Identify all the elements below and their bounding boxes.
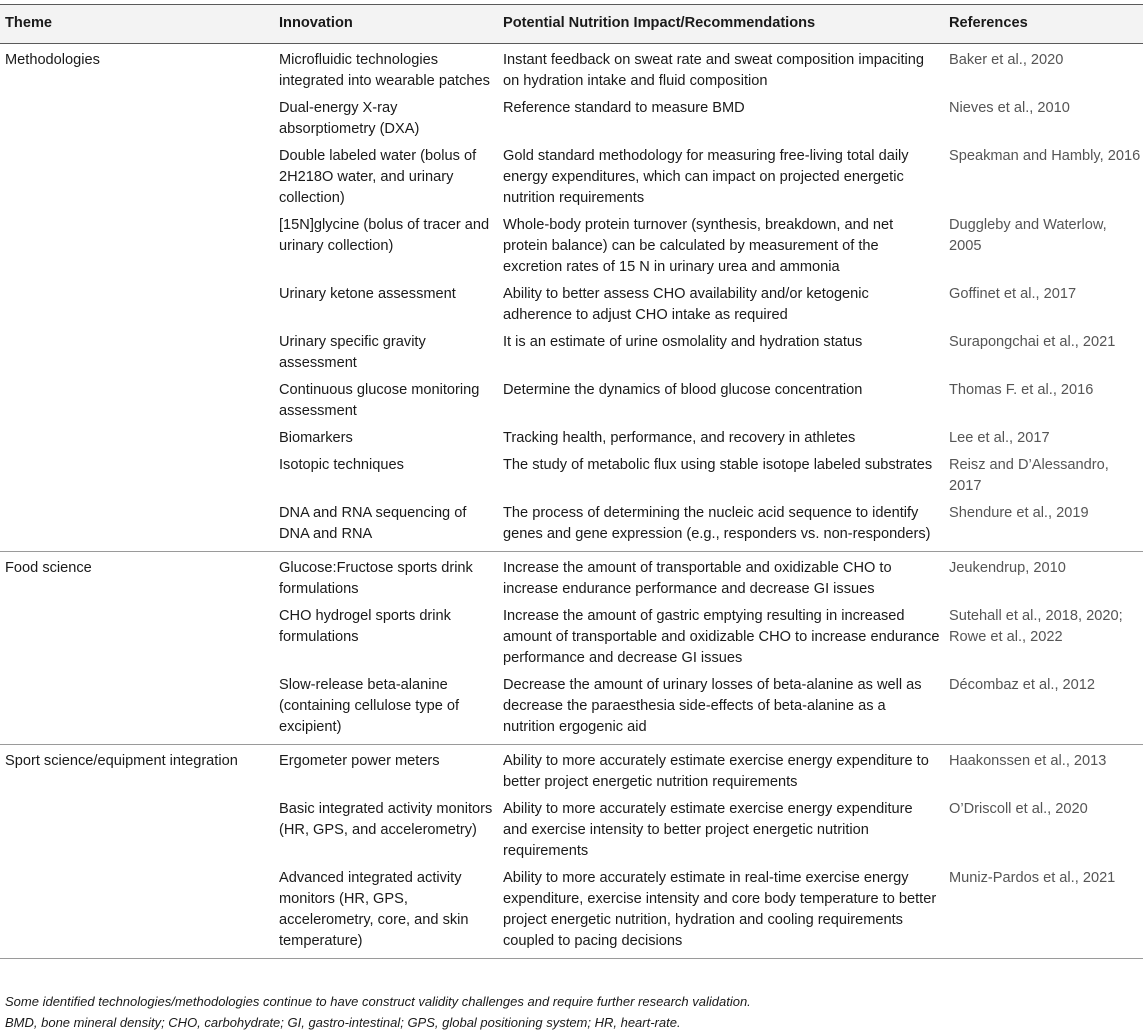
theme-cell: Sport science/equipment integration xyxy=(0,745,279,797)
impact-cell: Determine the dynamics of blood glucose concentration xyxy=(503,382,863,398)
innovation-cell: Biomarkers xyxy=(279,430,353,446)
impact-cell: The study of metabolic flux using stable isotope labeled substrates xyxy=(503,457,933,473)
header-innovation: Innovation xyxy=(279,5,503,44)
reference-cell: Speakman and Hambly, 2016 xyxy=(949,148,1141,164)
footnote-abbreviations: BMD, bone mineral density; CHO, carbohydrate; GI, gastro-intestinal; GPS, global positioning system; HR, heart-rate. xyxy=(5,1014,681,1030)
impact-cell: Ability to more accurately estimate in real-time exercise energy expenditure, exercise intensity and core body temperature to better project energetic nutrition, hydration and cooling requirements coupled to pacing decisions xyxy=(503,865,949,959)
table-row xyxy=(0,212,1143,281)
table-row xyxy=(0,500,1143,552)
innovation-cell: [15N]glycine (bolus of tracer and urinary collection) xyxy=(279,217,490,254)
table-row xyxy=(0,796,1143,865)
theme-cell xyxy=(0,95,279,143)
theme-cell xyxy=(0,500,279,552)
innovation-cell: Slow-release beta-alanine (containing cellulose type of excipient) xyxy=(279,677,460,735)
table-row xyxy=(0,552,1143,604)
header-impact: Potential Nutrition Impact/Recommendations xyxy=(503,5,949,44)
reference-cell: Surapongchai et al., 2021 xyxy=(949,334,1116,350)
reference-cell: Sutehall et al., 2018, 2020; Rowe et al., 2022 xyxy=(949,608,1123,645)
reference-cell: Duggleby and Waterlow, 2005 xyxy=(949,217,1107,254)
innovation-cell: Microfluidic technologies integrated into wearable patches xyxy=(279,52,490,89)
table-row xyxy=(0,425,1143,452)
reference-cell: Goffinet et al., 2017 xyxy=(949,286,1077,302)
table-row xyxy=(0,603,1143,672)
reference-cell: Baker et al., 2020 xyxy=(949,52,1064,68)
innovation-cell: Glucose:Fructose sports drink formulations xyxy=(279,552,503,604)
reference-cell: Décombaz et al., 2012 xyxy=(949,677,1096,693)
theme-cell xyxy=(0,329,279,377)
impact-cell: Decrease the amount of urinary losses of beta-alanine as well as decrease the paraesthesia side-effects of beta-alanine as a nutrition ergogenic aid xyxy=(503,677,922,735)
table-row xyxy=(0,672,1143,745)
impact-cell: Gold standard methodology for measuring free-living total daily energy expenditures, which can impact on projected energetic nutrition requirements xyxy=(503,148,909,206)
nutrition-innovation-table xyxy=(0,4,1143,959)
reference-cell: Muniz-Pardos et al., 2021 xyxy=(949,865,1143,959)
innovation-cell: Urinary specific gravity assessment xyxy=(279,334,426,371)
impact-cell: Ability to more accurately estimate exercise energy expenditure to better project energetic nutrition requirements xyxy=(503,745,949,797)
reference-cell: Shendure et al., 2019 xyxy=(949,505,1089,521)
theme-cell xyxy=(0,425,279,452)
reference-cell: Nieves et al., 2010 xyxy=(949,100,1070,116)
reference-cell: Lee et al., 2017 xyxy=(949,430,1050,446)
table-header xyxy=(0,5,1143,44)
innovation-cell: Advanced integrated activity monitors (HR, GPS, accelerometry, core, and skin temperature) xyxy=(279,865,503,959)
theme-cell: Food science xyxy=(0,552,279,604)
reference-cell: Haakonssen et al., 2013 xyxy=(949,745,1143,797)
theme-cell xyxy=(0,377,279,425)
impact-cell: Ability to better assess CHO availability and/or ketogenic adherence to adjust CHO intake as required xyxy=(503,286,869,323)
header-row xyxy=(0,5,1143,44)
theme-cell xyxy=(0,672,279,745)
innovation-cell: Continuous glucose monitoring assessment xyxy=(279,382,480,419)
impact-cell: Reference standard to measure BMD xyxy=(503,100,745,116)
theme-cell xyxy=(0,452,279,500)
innovation-cell: CHO hydrogel sports drink formulations xyxy=(279,608,451,645)
impact-cell: Increase the amount of gastric emptying resulting in increased amount of transportable and oxidizable CHO to increase endurance performance and decrease GI issues xyxy=(503,608,940,666)
table-row xyxy=(0,865,1143,959)
impact-cell: Instant feedback on sweat rate and sweat composition impaciting on hydration intake and fluid composition xyxy=(503,52,925,89)
table-row xyxy=(0,143,1143,212)
theme-cell xyxy=(0,796,279,865)
impact-cell: Ability to more accurately estimate exercise energy expenditure and exercise intensity to better project energetic nutrition requirements xyxy=(503,801,913,859)
theme-cell xyxy=(0,212,279,281)
table-row xyxy=(0,281,1143,329)
theme-cell xyxy=(0,143,279,212)
table-row xyxy=(0,44,1143,96)
theme-cell xyxy=(0,603,279,672)
table-row xyxy=(0,745,1143,797)
table-row xyxy=(0,377,1143,425)
theme-cell: Methodologies xyxy=(5,52,100,68)
innovation-cell: Dual-energy X-ray absorptiometry (DXA) xyxy=(279,100,420,137)
theme-cell xyxy=(0,281,279,329)
innovation-cell: DNA and RNA sequencing of DNA and RNA xyxy=(279,505,467,542)
impact-cell: Increase the amount of transportable and oxidizable CHO to increase endurance performance and decrease GI issues xyxy=(503,552,949,604)
innovation-cell: Ergometer power meters xyxy=(279,745,503,797)
innovation-cell: Urinary ketone assessment xyxy=(279,286,456,302)
impact-cell: Tracking health, performance, and recovery in athletes xyxy=(503,430,856,446)
reference-cell: O’Driscoll et al., 2020 xyxy=(949,801,1088,817)
table-row xyxy=(0,452,1143,500)
reference-cell: Thomas F. et al., 2016 xyxy=(949,382,1094,398)
reference-cell: Reisz and D’Alessandro, 2017 xyxy=(949,457,1109,494)
table-row xyxy=(0,95,1143,143)
header-theme: Theme xyxy=(0,5,279,44)
innovation-cell: Double labeled water (bolus of 2H218O water, and urinary collection) xyxy=(279,148,477,206)
footnote-validity: Some identified technologies/methodologies continue to have construct validity challenges and require further research validation. xyxy=(5,994,751,1009)
reference-cell: Jeukendrup, 2010 xyxy=(949,552,1143,604)
theme-cell xyxy=(0,865,279,959)
header-references: References xyxy=(949,5,1143,44)
impact-cell: The process of determining the nucleic acid sequence to identify genes and gene expression (e.g., responders vs. non-responders) xyxy=(503,505,931,542)
table-footnotes xyxy=(5,992,1135,1033)
impact-cell: It is an estimate of urine osmolality and hydration status xyxy=(503,334,863,350)
impact-cell: Whole-body protein turnover (synthesis, breakdown, and net protein balance) can be calculated by measurement of the excretion rates of 15 N in urinary urea and ammonia xyxy=(503,217,894,275)
innovation-cell: Isotopic techniques xyxy=(279,457,404,473)
innovation-cell: Basic integrated activity monitors (HR, GPS, and accelerometry) xyxy=(279,801,493,838)
table-row xyxy=(0,329,1143,377)
table-body xyxy=(0,44,1143,959)
